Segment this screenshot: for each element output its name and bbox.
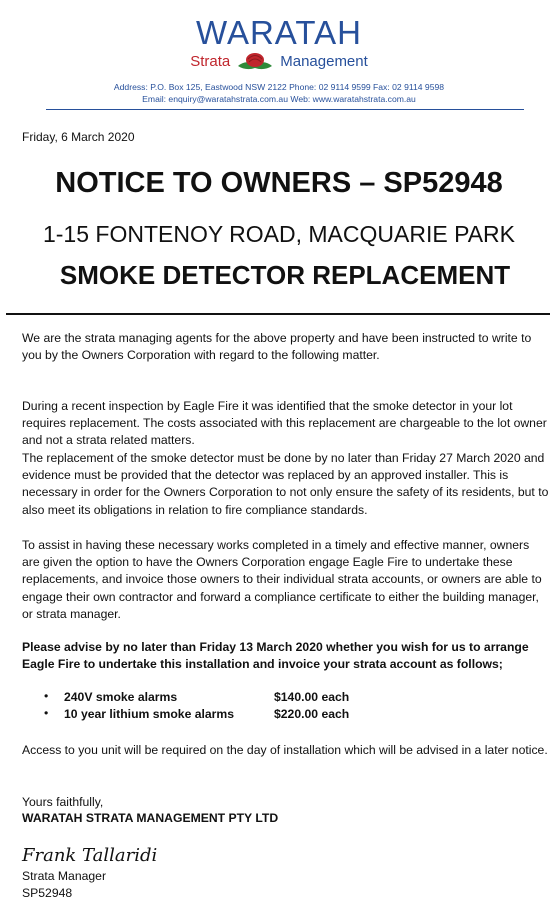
bullet-icon: • xyxy=(44,706,49,720)
company-name: WARATAH STRATA MANAGEMENT PTY LTD xyxy=(22,811,279,825)
property-address: 1-15 FONTENOY ROAD, MACQUARIE PARK xyxy=(42,221,516,247)
brand-sub-management: Management xyxy=(280,52,368,70)
price-item-label: 10 year lithium smoke alarms xyxy=(64,707,235,721)
brand-subtitle xyxy=(0,50,558,72)
strata-plan-reference: SP52948 xyxy=(22,886,73,900)
price-item-value: $220.00 each xyxy=(274,707,350,721)
notice-subject: SMOKE DETECTOR REPLACEMENT xyxy=(59,260,511,290)
paragraph-intro: We are the strata managing agents for the above property and have been instructed to write to you by the Owners Corporation with regard to the following matter. xyxy=(22,331,532,363)
letterhead-address: Address: P.O. Box 125, Eastwood NSW 2122 Phone: 02 9114 9599 Fax: 02 9114 9598 xyxy=(113,82,445,92)
closing-line: Yours faithfully, xyxy=(22,795,104,809)
paragraph-inspection: During a recent inspection by Eagle Fire it was identified that the smoke detector in your lot requires replacement. The costs associated with this replacement are chargeable to the lot owner and not a strata related matters. xyxy=(22,399,547,448)
list-item xyxy=(22,707,542,724)
handwritten-signature: Frank Tallaridi xyxy=(22,845,158,866)
paragraph-deadline: The replacement of the smoke detector must be done by no later than Friday 27 March 2020 and evidence must be provided that the detector was replaced by an approved installer. This is necessary in order for the Owners Corporation to not only ensure the safety of its residents, but to also meet its obligations in relation to fire compliance standards. xyxy=(22,451,549,517)
signatory-role: Strata Manager xyxy=(22,869,107,883)
paragraph-options: To assist in having these necessary works completed in a timely and effective manner, owners are given the option to have the Owners Corporation engage Eagle Fire to undertake these replacements, and invoice those owners to their individual strata accounts, or owners are able to engage their own contractor and forward a compliance certificate to either the building manager, or strata manager. xyxy=(22,538,542,621)
paragraph-request: Please advise by no later than Friday 13 March 2020 whether you wish for us to arrange Eagle Fire to undertake this installation and invoice your strata account as follows; xyxy=(22,640,529,672)
brand-name: WARATAH xyxy=(196,14,362,51)
letterhead-divider xyxy=(46,109,524,110)
letter-date: Friday, 6 March 2020 xyxy=(22,130,135,144)
notice-title: NOTICE TO OWNERS – SP52948 xyxy=(55,167,503,199)
price-item-value: $140.00 each xyxy=(274,690,350,704)
bullet-icon: • xyxy=(44,689,49,703)
waratah-flower-logo-icon xyxy=(236,50,274,72)
brand-sub-strata: Strata xyxy=(190,52,231,70)
price-list xyxy=(22,690,542,724)
list-item xyxy=(22,690,542,707)
price-item-label: 240V smoke alarms xyxy=(64,690,178,704)
heading-divider xyxy=(6,313,550,315)
letterhead-contact: Email: enquiry@waratahstrata.com.au Web: www.waratahstrata.com.au xyxy=(142,94,416,104)
paragraph-access: Access to you unit will be required on the day of installation which will be advised in a later notice. xyxy=(22,743,548,757)
